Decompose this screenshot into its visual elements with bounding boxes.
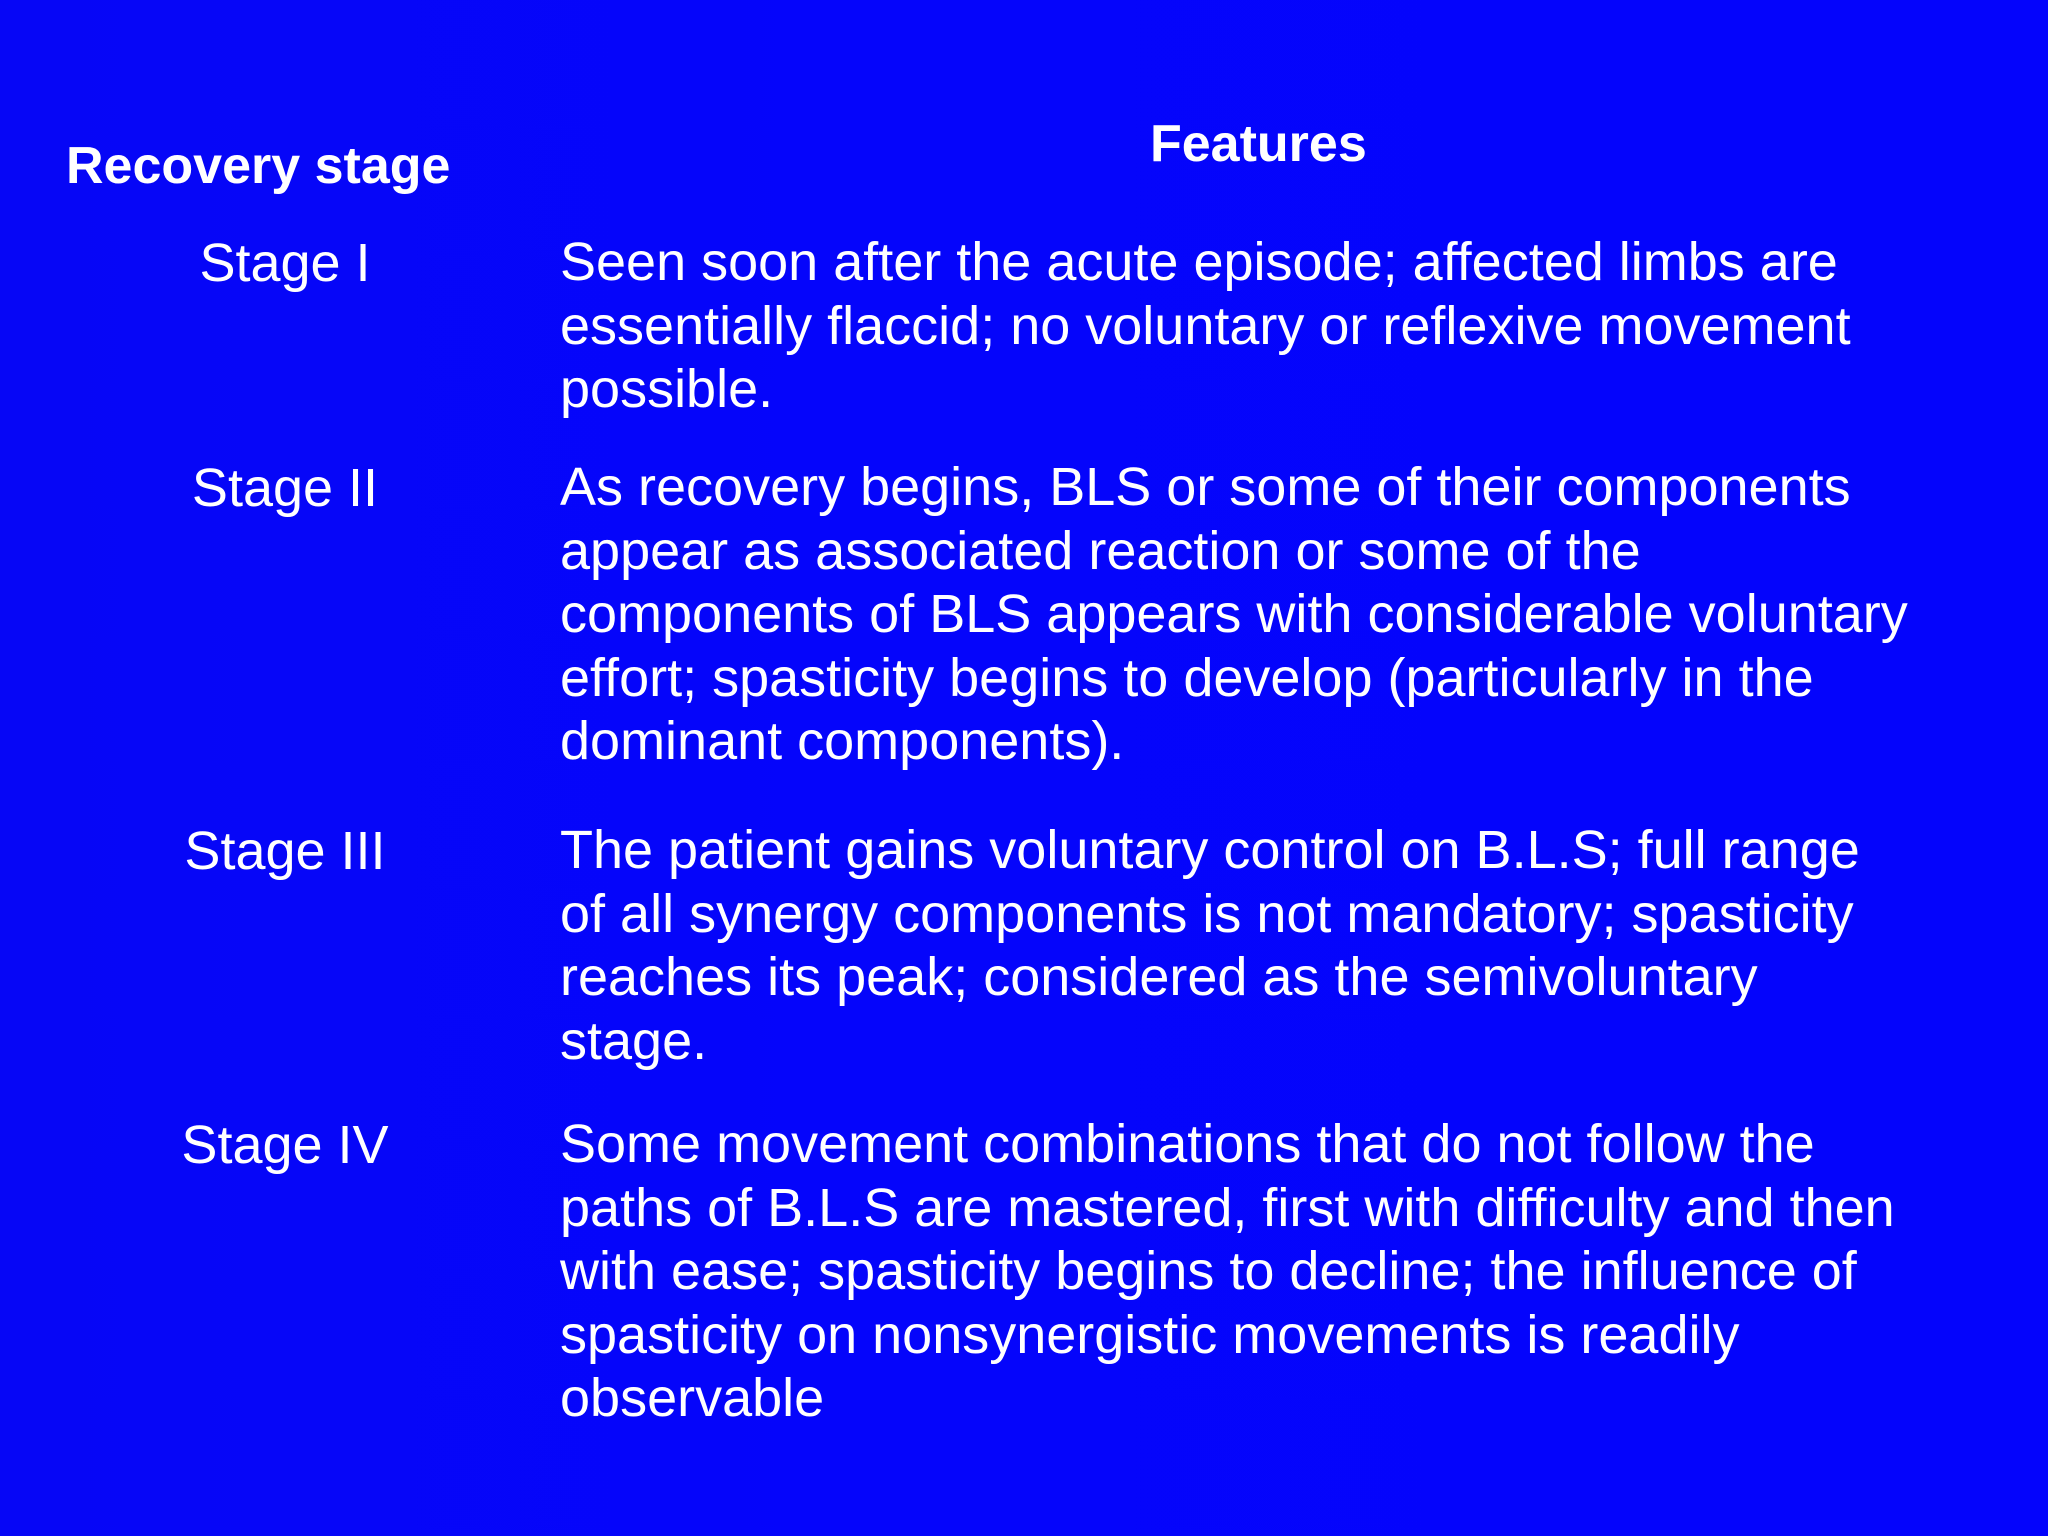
description-line: Some movement combinations that do not follow the — [560, 1114, 1815, 1174]
stage-label: Stage I — [199, 233, 371, 293]
stage-description — [560, 231, 2000, 422]
header-recovery-stage: Recovery stage — [66, 137, 451, 195]
description-line: As recovery begins, BLS or some of their components — [560, 457, 1851, 517]
description-line: spasticity on nonsynergistic movements is readily — [560, 1304, 1740, 1365]
description-line: essentially flaccid; no voluntary or reflexive movement — [560, 295, 1851, 356]
stage-label: Stage IV — [181, 1115, 389, 1175]
description-line: with ease; spasticity begins to decline; the influence of — [560, 1241, 1857, 1301]
description-line: appear as associated reaction or some of the — [560, 520, 1641, 581]
stage-label: Stage II — [191, 458, 379, 518]
description-line: of all synergy components is not mandatory; spasticity — [560, 883, 1854, 944]
description-line: reaches its peak; considered as the semivoluntary — [560, 947, 1758, 1007]
description-line: effort; spasticity begins to develop (particularly in the — [560, 647, 1814, 708]
stage-description — [560, 456, 2000, 774]
description-line: observable — [560, 1368, 825, 1428]
header-features: Features — [1150, 115, 1367, 173]
description-line: stage. — [560, 1010, 708, 1071]
stage-description — [560, 1113, 2000, 1431]
stage-description — [560, 819, 2000, 1073]
stage-label: Stage III — [184, 821, 386, 881]
description-line: Seen soon after the acute episode; affected limbs are — [560, 232, 1838, 292]
description-line: components of BLS appears with considerable voluntary — [560, 584, 1908, 644]
description-line: possible. — [560, 359, 774, 419]
description-line: The patient gains voluntary control on B.L.S; full range — [560, 820, 1860, 880]
description-line: dominant components). — [560, 711, 1125, 771]
description-line: paths of B.L.S are mastered, first with difficulty and then — [560, 1177, 1895, 1238]
